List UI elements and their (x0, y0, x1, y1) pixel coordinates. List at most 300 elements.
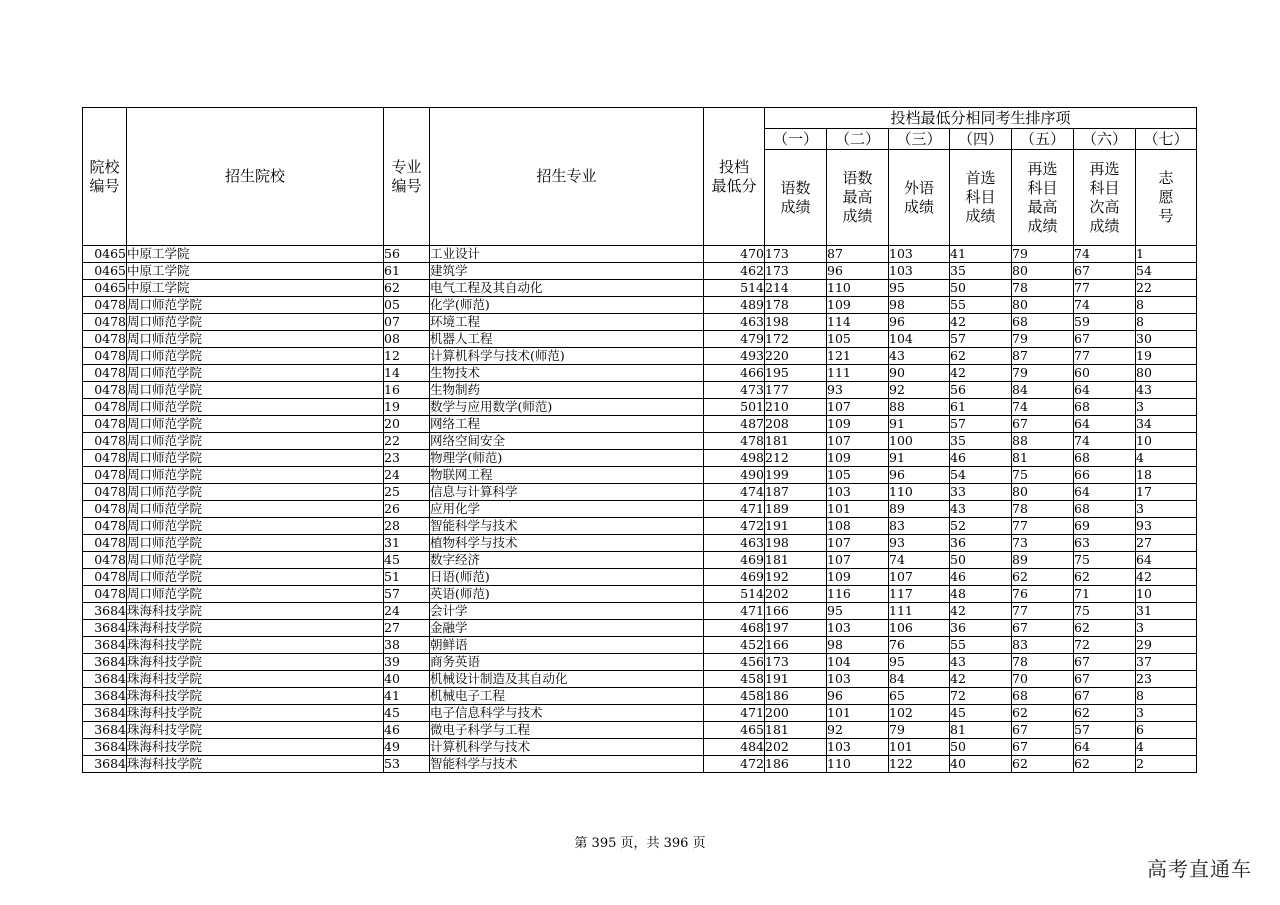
sort2-cell: 111 (827, 365, 889, 382)
school-code-cell: 0478 (83, 450, 127, 467)
major-code-cell: 07 (384, 314, 430, 331)
sort2-cell: 105 (827, 467, 889, 484)
sort1-cell: 199 (765, 467, 827, 484)
sort7-cell: 6 (1136, 722, 1197, 739)
table-row (83, 569, 1197, 586)
watermark-text: 高考直通车 (1147, 857, 1252, 881)
min-score-cell: 458 (704, 688, 765, 705)
sort4-cell: 35 (950, 433, 1012, 450)
school-code-cell: 0478 (83, 331, 127, 348)
school-name-cell: 珠海科技学院 (127, 722, 384, 739)
sort3-cell: 95 (889, 280, 950, 297)
header-sort-num: （三） (889, 129, 950, 150)
school-code-cell: 0478 (83, 484, 127, 501)
sort1-cell: 172 (765, 331, 827, 348)
sort5-cell: 67 (1012, 620, 1074, 637)
sort2-cell: 96 (827, 688, 889, 705)
min-score-cell: 479 (704, 331, 765, 348)
major-name-cell: 化学(师范) (430, 297, 704, 314)
table-row (83, 552, 1197, 569)
sort5-cell: 68 (1012, 688, 1074, 705)
major-code-cell: 38 (384, 637, 430, 654)
sort1-cell: 202 (765, 586, 827, 603)
major-code-cell: 14 (384, 365, 430, 382)
min-score-cell: 514 (704, 586, 765, 603)
major-code-cell: 28 (384, 518, 430, 535)
major-code-cell: 53 (384, 756, 430, 773)
table-row (83, 637, 1197, 654)
sort5-cell: 68 (1012, 314, 1074, 331)
table-row (83, 739, 1197, 756)
school-name-cell: 周口师范学院 (127, 450, 384, 467)
sort5-cell: 76 (1012, 586, 1074, 603)
major-code-cell: 45 (384, 552, 430, 569)
school-code-cell: 3684 (83, 739, 127, 756)
major-code-cell: 39 (384, 654, 430, 671)
major-code-cell: 46 (384, 722, 430, 739)
header-sort-label: 语数 成绩 (765, 150, 827, 246)
sort4-cell: 57 (950, 416, 1012, 433)
sort7-cell: 29 (1136, 637, 1197, 654)
min-score-cell: 456 (704, 654, 765, 671)
sort1-cell: 181 (765, 722, 827, 739)
sort7-cell: 43 (1136, 382, 1197, 399)
school-code-cell: 3684 (83, 654, 127, 671)
table-row (83, 382, 1197, 399)
sort6-cell: 59 (1074, 314, 1136, 331)
min-score-cell: 463 (704, 314, 765, 331)
table-row (83, 671, 1197, 688)
major-name-cell: 数字经济 (430, 552, 704, 569)
sort7-cell: 1 (1136, 246, 1197, 263)
min-score-cell: 472 (704, 518, 765, 535)
sort7-cell: 30 (1136, 331, 1197, 348)
sort6-cell: 64 (1074, 382, 1136, 399)
sort7-cell: 8 (1136, 297, 1197, 314)
major-name-cell: 朝鲜语 (430, 637, 704, 654)
table-row (83, 688, 1197, 705)
sort6-cell: 67 (1074, 654, 1136, 671)
sort2-cell: 104 (827, 654, 889, 671)
sort1-cell: 192 (765, 569, 827, 586)
sort5-cell: 62 (1012, 705, 1074, 722)
sort6-cell: 62 (1074, 705, 1136, 722)
sort7-cell: 23 (1136, 671, 1197, 688)
sort6-cell: 68 (1074, 501, 1136, 518)
school-code-cell: 0478 (83, 569, 127, 586)
school-code-cell: 0478 (83, 535, 127, 552)
school-name-cell: 周口师范学院 (127, 501, 384, 518)
sort1-cell: 195 (765, 365, 827, 382)
min-score-cell: 462 (704, 263, 765, 280)
major-name-cell: 微电子科学与工程 (430, 722, 704, 739)
sort7-cell: 3 (1136, 620, 1197, 637)
major-name-cell: 建筑学 (430, 263, 704, 280)
sort4-cell: 50 (950, 739, 1012, 756)
sort6-cell: 71 (1074, 586, 1136, 603)
school-name-cell: 周口师范学院 (127, 535, 384, 552)
major-name-cell: 网络空间安全 (430, 433, 704, 450)
table-body (83, 246, 1197, 773)
major-name-cell: 智能科学与技术 (430, 756, 704, 773)
sort2-cell: 110 (827, 756, 889, 773)
school-name-cell: 珠海科技学院 (127, 637, 384, 654)
min-score-cell: 473 (704, 382, 765, 399)
table-row (83, 365, 1197, 382)
sort1-cell: 214 (765, 280, 827, 297)
sort6-cell: 67 (1074, 331, 1136, 348)
sort6-cell: 74 (1074, 297, 1136, 314)
school-code-cell: 0478 (83, 399, 127, 416)
min-score-cell: 493 (704, 348, 765, 365)
major-code-cell: 24 (384, 467, 430, 484)
sort7-cell: 22 (1136, 280, 1197, 297)
sort1-cell: 173 (765, 654, 827, 671)
sort1-cell: 210 (765, 399, 827, 416)
school-code-cell: 3684 (83, 722, 127, 739)
sort6-cell: 72 (1074, 637, 1136, 654)
sort4-cell: 72 (950, 688, 1012, 705)
school-name-cell: 周口师范学院 (127, 382, 384, 399)
major-name-cell: 环境工程 (430, 314, 704, 331)
sort5-cell: 79 (1012, 331, 1074, 348)
header-sort-num: （四） (950, 129, 1012, 150)
min-score-cell: 468 (704, 620, 765, 637)
school-name-cell: 中原工学院 (127, 280, 384, 297)
school-name-cell: 珠海科技学院 (127, 620, 384, 637)
school-code-cell: 0478 (83, 365, 127, 382)
sort5-cell: 80 (1012, 297, 1074, 314)
sort4-cell: 55 (950, 637, 1012, 654)
sort7-cell: 3 (1136, 399, 1197, 416)
sort3-cell: 91 (889, 450, 950, 467)
sort4-cell: 48 (950, 586, 1012, 603)
min-score-cell: 471 (704, 501, 765, 518)
sort3-cell: 107 (889, 569, 950, 586)
school-name-cell: 周口师范学院 (127, 297, 384, 314)
header-sort-label: 首选 科目 成绩 (950, 150, 1012, 246)
school-code-cell: 3684 (83, 688, 127, 705)
sort1-cell: 181 (765, 433, 827, 450)
sort7-cell: 27 (1136, 535, 1197, 552)
table-row (83, 314, 1197, 331)
sort2-cell: 101 (827, 705, 889, 722)
sort7-cell: 37 (1136, 654, 1197, 671)
sort3-cell: 79 (889, 722, 950, 739)
sort1-cell: 200 (765, 705, 827, 722)
sort5-cell: 87 (1012, 348, 1074, 365)
sort5-cell: 70 (1012, 671, 1074, 688)
sort4-cell: 46 (950, 450, 1012, 467)
sort2-cell: 103 (827, 484, 889, 501)
school-name-cell: 周口师范学院 (127, 331, 384, 348)
school-name-cell: 周口师范学院 (127, 518, 384, 535)
sort6-cell: 74 (1074, 246, 1136, 263)
sort3-cell: 100 (889, 433, 950, 450)
header-major-code: 专业 编号 (384, 108, 430, 246)
table-row (83, 535, 1197, 552)
school-code-cell: 3684 (83, 603, 127, 620)
header-sort-num: （五） (1012, 129, 1074, 150)
table-row (83, 263, 1197, 280)
school-code-cell: 0478 (83, 433, 127, 450)
major-name-cell: 商务英语 (430, 654, 704, 671)
min-score-cell: 465 (704, 722, 765, 739)
school-code-cell: 0478 (83, 552, 127, 569)
sort6-cell: 69 (1074, 518, 1136, 535)
major-name-cell: 生物技术 (430, 365, 704, 382)
sort7-cell: 4 (1136, 739, 1197, 756)
sort2-cell: 107 (827, 535, 889, 552)
min-score-cell: 474 (704, 484, 765, 501)
min-score-cell: 472 (704, 756, 765, 773)
sort7-cell: 3 (1136, 705, 1197, 722)
sort3-cell: 90 (889, 365, 950, 382)
sort4-cell: 40 (950, 756, 1012, 773)
sort3-cell: 95 (889, 654, 950, 671)
sort1-cell: 186 (765, 688, 827, 705)
major-code-cell: 56 (384, 246, 430, 263)
table-row (83, 756, 1197, 773)
sort3-cell: 93 (889, 535, 950, 552)
school-code-cell: 0478 (83, 518, 127, 535)
sort4-cell: 46 (950, 569, 1012, 586)
sort5-cell: 80 (1012, 484, 1074, 501)
sort4-cell: 42 (950, 671, 1012, 688)
min-score-cell: 487 (704, 416, 765, 433)
sort1-cell: 173 (765, 263, 827, 280)
sort1-cell: 181 (765, 552, 827, 569)
school-name-cell: 珠海科技学院 (127, 654, 384, 671)
sort5-cell: 78 (1012, 654, 1074, 671)
sort5-cell: 67 (1012, 416, 1074, 433)
table-row (83, 603, 1197, 620)
sort2-cell: 121 (827, 348, 889, 365)
school-name-cell: 周口师范学院 (127, 365, 384, 382)
sort6-cell: 74 (1074, 433, 1136, 450)
sort2-cell: 92 (827, 722, 889, 739)
sort3-cell: 106 (889, 620, 950, 637)
sort6-cell: 62 (1074, 620, 1136, 637)
sort4-cell: 56 (950, 382, 1012, 399)
sort4-cell: 33 (950, 484, 1012, 501)
sort4-cell: 55 (950, 297, 1012, 314)
sort7-cell: 10 (1136, 586, 1197, 603)
sort4-cell: 43 (950, 501, 1012, 518)
min-score-cell: 469 (704, 552, 765, 569)
sort7-cell: 93 (1136, 518, 1197, 535)
min-score-cell: 471 (704, 705, 765, 722)
sort5-cell: 88 (1012, 433, 1074, 450)
sort2-cell: 114 (827, 314, 889, 331)
school-code-cell: 0465 (83, 263, 127, 280)
table-row (83, 246, 1197, 263)
sort2-cell: 110 (827, 280, 889, 297)
sort7-cell: 34 (1136, 416, 1197, 433)
table-row (83, 450, 1197, 467)
page-number: 第 395 页，共 396 页 (574, 836, 706, 851)
sort3-cell: 102 (889, 705, 950, 722)
min-score-cell: 469 (704, 569, 765, 586)
major-name-cell: 物理学(师范) (430, 450, 704, 467)
school-name-cell: 周口师范学院 (127, 569, 384, 586)
major-name-cell: 金融学 (430, 620, 704, 637)
sort3-cell: 110 (889, 484, 950, 501)
major-code-cell: 22 (384, 433, 430, 450)
sort2-cell: 107 (827, 399, 889, 416)
sort2-cell: 109 (827, 569, 889, 586)
sort2-cell: 101 (827, 501, 889, 518)
table-row (83, 705, 1197, 722)
sort6-cell: 68 (1074, 399, 1136, 416)
sort1-cell: 166 (765, 637, 827, 654)
sort6-cell: 63 (1074, 535, 1136, 552)
sort1-cell: 177 (765, 382, 827, 399)
sort7-cell: 4 (1136, 450, 1197, 467)
major-code-cell: 16 (384, 382, 430, 399)
major-code-cell: 08 (384, 331, 430, 348)
min-score-cell: 484 (704, 739, 765, 756)
major-code-cell: 41 (384, 688, 430, 705)
sort5-cell: 67 (1012, 739, 1074, 756)
sort2-cell: 107 (827, 433, 889, 450)
major-name-cell: 机器人工程 (430, 331, 704, 348)
sort5-cell: 81 (1012, 450, 1074, 467)
sort6-cell: 64 (1074, 739, 1136, 756)
sort7-cell: 3 (1136, 501, 1197, 518)
table-row (83, 722, 1197, 739)
sort3-cell: 91 (889, 416, 950, 433)
sort4-cell: 62 (950, 348, 1012, 365)
major-name-cell: 计算机科学与技术(师范) (430, 348, 704, 365)
sort6-cell: 77 (1074, 348, 1136, 365)
major-code-cell: 62 (384, 280, 430, 297)
sort5-cell: 62 (1012, 569, 1074, 586)
sort6-cell: 57 (1074, 722, 1136, 739)
sort3-cell: 111 (889, 603, 950, 620)
school-code-cell: 0478 (83, 501, 127, 518)
table-header (83, 108, 1197, 246)
major-name-cell: 植物科学与技术 (430, 535, 704, 552)
sort5-cell: 77 (1012, 603, 1074, 620)
sort6-cell: 77 (1074, 280, 1136, 297)
school-code-cell: 0465 (83, 280, 127, 297)
header-sort-num: （六） (1074, 129, 1136, 150)
school-name-cell: 珠海科技学院 (127, 671, 384, 688)
school-name-cell: 珠海科技学院 (127, 739, 384, 756)
sort5-cell: 78 (1012, 280, 1074, 297)
header-school-code: 院校 编号 (83, 108, 127, 246)
major-name-cell: 计算机科学与技术 (430, 739, 704, 756)
school-code-cell: 0478 (83, 586, 127, 603)
sort3-cell: 103 (889, 246, 950, 263)
sort7-cell: 8 (1136, 314, 1197, 331)
major-code-cell: 45 (384, 705, 430, 722)
sort6-cell: 75 (1074, 552, 1136, 569)
school-name-cell: 周口师范学院 (127, 586, 384, 603)
sort3-cell: 103 (889, 263, 950, 280)
major-code-cell: 31 (384, 535, 430, 552)
sort7-cell: 18 (1136, 467, 1197, 484)
sort4-cell: 36 (950, 535, 1012, 552)
table-row (83, 484, 1197, 501)
sort5-cell: 80 (1012, 263, 1074, 280)
sort1-cell: 191 (765, 671, 827, 688)
table-row (83, 348, 1197, 365)
school-name-cell: 周口师范学院 (127, 484, 384, 501)
major-name-cell: 日语(师范) (430, 569, 704, 586)
major-name-cell: 工业设计 (430, 246, 704, 263)
table-row (83, 586, 1197, 603)
school-code-cell: 3684 (83, 671, 127, 688)
table-row (83, 280, 1197, 297)
sort2-cell: 116 (827, 586, 889, 603)
sort6-cell: 64 (1074, 484, 1136, 501)
school-name-cell: 周口师范学院 (127, 552, 384, 569)
header-sort-label: 再选 科目 最高 成绩 (1012, 150, 1074, 246)
header-sort-num: （七） (1136, 129, 1197, 150)
school-name-cell: 珠海科技学院 (127, 756, 384, 773)
sort3-cell: 122 (889, 756, 950, 773)
sort4-cell: 57 (950, 331, 1012, 348)
sort7-cell: 2 (1136, 756, 1197, 773)
sort4-cell: 50 (950, 552, 1012, 569)
sort6-cell: 75 (1074, 603, 1136, 620)
major-code-cell: 51 (384, 569, 430, 586)
header-sort-label: 语数 最高 成绩 (827, 150, 889, 246)
sort4-cell: 42 (950, 603, 1012, 620)
sort5-cell: 67 (1012, 722, 1074, 739)
school-code-cell: 0465 (83, 246, 127, 263)
min-score-cell: 463 (704, 535, 765, 552)
header-sort-num: （一） (765, 129, 827, 150)
sort2-cell: 103 (827, 739, 889, 756)
school-name-cell: 珠海科技学院 (127, 603, 384, 620)
min-score-cell: 501 (704, 399, 765, 416)
sort4-cell: 35 (950, 263, 1012, 280)
sort1-cell: 198 (765, 535, 827, 552)
sort6-cell: 68 (1074, 450, 1136, 467)
sort6-cell: 60 (1074, 365, 1136, 382)
sort4-cell: 61 (950, 399, 1012, 416)
sort5-cell: 75 (1012, 467, 1074, 484)
table-row (83, 501, 1197, 518)
major-name-cell: 信息与计算科学 (430, 484, 704, 501)
sort5-cell: 62 (1012, 756, 1074, 773)
major-code-cell: 27 (384, 620, 430, 637)
major-code-cell: 57 (384, 586, 430, 603)
min-score-cell: 452 (704, 637, 765, 654)
header-sort-label: 再选 科目 次高 成绩 (1074, 150, 1136, 246)
table-row (83, 416, 1197, 433)
table-row (83, 297, 1197, 314)
sort3-cell: 74 (889, 552, 950, 569)
school-code-cell: 0478 (83, 416, 127, 433)
sort3-cell: 96 (889, 467, 950, 484)
major-code-cell: 61 (384, 263, 430, 280)
school-name-cell: 周口师范学院 (127, 433, 384, 450)
sort3-cell: 92 (889, 382, 950, 399)
table-row (83, 518, 1197, 535)
major-name-cell: 电子信息科学与技术 (430, 705, 704, 722)
school-name-cell: 周口师范学院 (127, 467, 384, 484)
sort7-cell: 42 (1136, 569, 1197, 586)
sort1-cell: 208 (765, 416, 827, 433)
header-min-score: 投档 最低分 (704, 108, 765, 246)
sort1-cell: 186 (765, 756, 827, 773)
sort5-cell: 78 (1012, 501, 1074, 518)
sort2-cell: 108 (827, 518, 889, 535)
